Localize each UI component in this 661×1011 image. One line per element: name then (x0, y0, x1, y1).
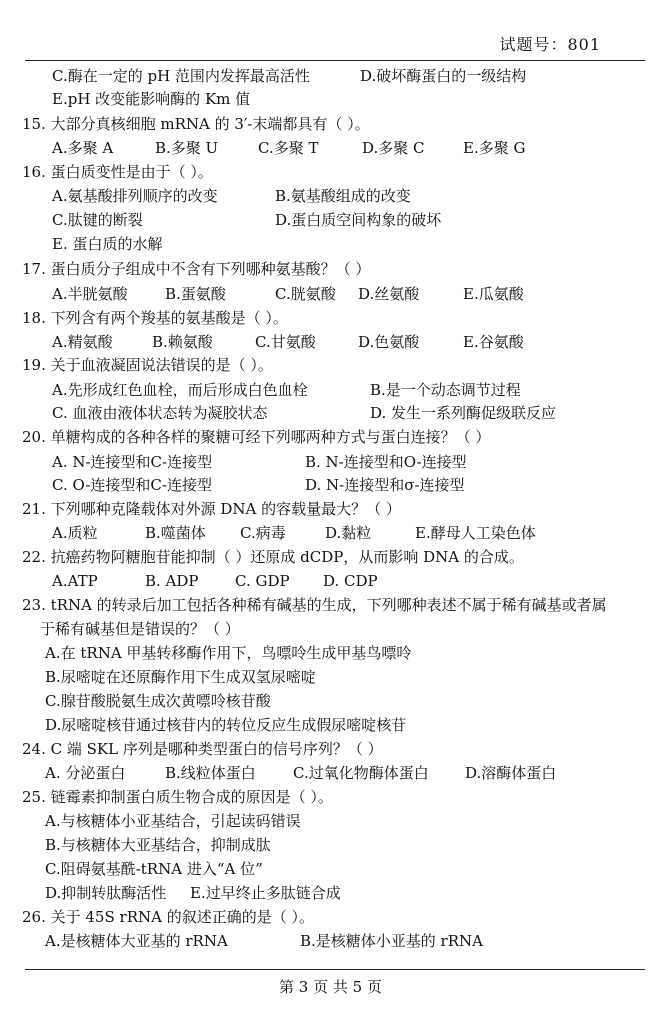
question-stem: 18. 下列含有两个羧基的氨基酸是（ ）。 (22, 309, 288, 327)
option-text: B.赖氨酸 (152, 333, 213, 351)
option-text: A.质粒 (52, 524, 98, 542)
option-text: B.线粒体蛋白 (165, 764, 256, 782)
top-divider (25, 60, 645, 61)
question-stem: 15. 大部分真核细胞 mRNA 的 3′-末端都具有（ ）。 (22, 115, 370, 133)
option-text: C. 血液由液体状态转为凝胶状态 (52, 404, 268, 422)
option-text: A.是核糖体大亚基的 rRNA (45, 932, 228, 950)
option-text: B. ADP (145, 572, 199, 590)
option-text: E.瓜氨酸 (463, 285, 524, 303)
option-text: A.氨基酸排列顺序的改变 (52, 187, 218, 205)
question-stem: 20. 单糖构成的各种各样的聚糖可经下列哪两种方式与蛋白连接？（ ） (22, 428, 491, 446)
option-text: C.胱氨酸 (275, 285, 336, 303)
option-text: B.蛋氨酸 (165, 285, 226, 303)
question-stem: 22. 抗癌药物阿糖胞苷能抑制（ ）还原成 dCDP，从而影响 DNA 的合成。 (22, 548, 524, 566)
option-text: B.氨基酸组成的改变 (275, 187, 411, 205)
option-text: E.谷氨酸 (463, 333, 524, 351)
question-stem: 24. C 端 SKL 序列是哪种类型蛋白的信号序列？（ ） (22, 740, 383, 758)
option-text: C.过氧化物酶体蛋白 (293, 764, 429, 782)
question-stem: 16. 蛋白质变性是由于（ ）。 (22, 163, 213, 181)
question-stem-continued: 于稀有碱基但是错误的？（ ） (40, 620, 240, 638)
question-stem: 25. 链霉素抑制蛋白质生物合成的原因是（ ）。 (22, 788, 333, 806)
option-text: D.破坏酶蛋白的一级结构 (360, 67, 527, 85)
option-text: D.尿嘧啶核苷通过核苷内的转位反应生成假尿嘧啶核苷 (45, 716, 407, 734)
option-text: C.酶在一定的 pH 范围内发挥最高活性 (52, 67, 310, 85)
question-stem: 21. 下列哪种克隆载体对外源 DNA 的容载量最大？（ ） (22, 500, 401, 518)
option-text: D.溶酶体蛋白 (465, 764, 557, 782)
option-text: E.酵母人工染色体 (415, 524, 536, 542)
option-text: C.病毒 (240, 524, 286, 542)
option-text: E.过早终止多肽链合成 (190, 884, 341, 902)
option-text: E.多聚 G (463, 139, 526, 157)
option-text: A.ATP (52, 572, 98, 590)
option-text: A.与核糖体小亚基结合，引起读码错误 (45, 812, 301, 830)
bottom-divider (25, 969, 645, 970)
exam-code: 试题号：801 (499, 35, 601, 54)
option-text: C.多聚 T (258, 139, 319, 157)
option-text: A.先形成红色血栓，而后形成白色血栓 (52, 381, 308, 399)
question-stem: 19. 关于血液凝固说法错误的是（ ）。 (22, 356, 273, 374)
option-text: A.半胱氨酸 (52, 285, 128, 303)
page-number: 第 3 页 共 5 页 (279, 978, 382, 996)
option-text: C.甘氨酸 (255, 333, 316, 351)
option-text: D.黏粒 (325, 524, 372, 542)
option-text: C.肽键的断裂 (52, 211, 143, 229)
option-text: D. N-连接型和σ-连接型 (305, 476, 465, 494)
option-text: B. N-连接型和O-连接型 (305, 453, 467, 471)
option-text: D.蛋白质空间构象的破坏 (275, 211, 442, 229)
option-text: D.丝氨酸 (358, 285, 420, 303)
question-stem: 26. 关于 45S rRNA 的叙述正确的是（ ）。 (22, 908, 314, 926)
question-stem: 23. tRNA 的转录后加工包括各种稀有碱基的生成，下列哪种表述不属于稀有碱基或者属 (22, 596, 607, 614)
option-text: E.pH 改变能影响酶的 Km 值 (52, 90, 251, 108)
option-text: B.尿嘧啶在还原酶作用下生成双氢尿嘧啶 (45, 668, 316, 686)
option-text: B.是核糖体小亚基的 rRNA (300, 932, 483, 950)
option-text: D. CDP (323, 572, 378, 590)
option-text: D. 发生一系列酶促级联反应 (370, 404, 557, 422)
option-text: D.多聚 C (362, 139, 425, 157)
option-text: E. 蛋白质的水解 (52, 235, 163, 253)
option-text: B.多聚 U (155, 139, 219, 157)
option-text: C. GDP (235, 572, 290, 590)
option-text: A.精氨酸 (52, 333, 113, 351)
option-text: D.抑制转肽酶活性 (45, 884, 167, 902)
option-text: C.阻碍氨基酰-tRNA 进入“A 位” (45, 860, 263, 878)
option-text: C.腺苷酸脱氨生成次黄嘌呤核苷酸 (45, 692, 271, 710)
option-text: D.色氨酸 (358, 333, 420, 351)
option-text: A. N-连接型和C-连接型 (52, 453, 213, 471)
option-text: A.多聚 A (52, 139, 114, 157)
option-text: B.噬菌体 (145, 524, 206, 542)
question-stem: 17. 蛋白质分子组成中不含有下列哪种氨基酸？（ ） (22, 260, 371, 278)
option-text: A.在 tRNA 甲基转移酶作用下，鸟嘌呤生成甲基鸟嘌呤 (45, 644, 412, 662)
option-text: C. O-连接型和C-连接型 (52, 476, 212, 494)
option-text: B.是一个动态调节过程 (370, 381, 521, 399)
option-text: B.与核糖体大亚基结合，抑制成肽 (45, 836, 271, 854)
option-text: A. 分泌蛋白 (45, 764, 126, 782)
